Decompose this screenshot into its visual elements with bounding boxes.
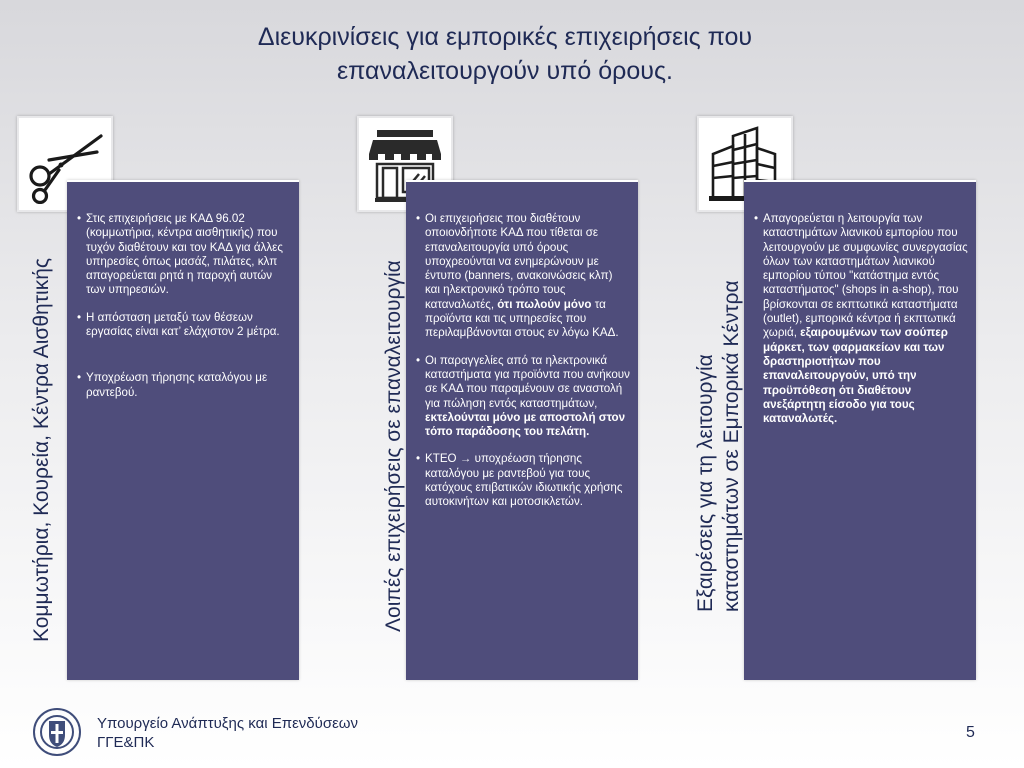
panel-hair-salons <box>67 180 299 680</box>
bullet-item: • Οι παραγγελίες από τα ηλεκτρονικά καταστήματα για προϊόντα που ανήκουν σε ΚΑΔ που παραμένουν σε αναστολή για πώληση εντός καταστημάτων, εκτελούνται μόνο με αποστολή στον τόπο παράδοσης του πελάτη. <box>416 354 630 440</box>
slide-title-line-1: Διευκρινίσεις για εμπορικές επιχειρήσεις που <box>257 23 753 51</box>
slide-title-line-2: επαναλειτουργούν υπό όρους. <box>337 57 673 85</box>
greek-coat-of-arms-icon <box>32 707 82 757</box>
ministry-name: Υπουργείο Ανάπτυξης και Επενδύσεων ΓΓΕ&ΠΚ <box>97 715 358 751</box>
bullet-item: • Οι επιχειρήσεις που διαθέτουν οποιονδήποτε ΚΑΔ που τίθεται σε επαναλειτουργία υπό όρους υποχρεούνται να ενημερώνουν με έντυπο (banners, ανακοινώσεις κλπ) και ηλεκτρονικό τρόπο τους καταναλωτές, ότι πωλούν μόνο τα προϊόντα και τις υπηρεσίες που περιλαμβάνονται στους εν λόγω ΚΑΔ. <box>416 212 630 341</box>
bullet-item: • Απαγορεύεται η λειτουργία των καταστημάτων λιανικού εμπορίου που λειτουργούν με συμφωνίες συνεργασίας όλων των καταστημάτων λιανικού εμπορίου τύπου "κατάστημα εντός καταστήματος" (shops in a-shop), που βρίσκονται σε εκπτωτικά καταστήματα (outlet), εμπορικά κέντρα ή εκπτωτικά χωριά, εξαιρουμένων των σούπερ μάρκετ, των φαρμακείων και των δραστηριοτήτων που επαναλειτουργούν, υπό την προϋπόθεση ότι διαθέτουν ανεξάρτητη είσοδο για τους καταναλωτές. <box>754 212 968 426</box>
page-number: 5 <box>966 724 975 741</box>
bullet-item: • ΚΤΕΟ → υποχρέωση τήρησης καταλόγου με ραντεβού για τους κατόχους επιβατικών ιδιωτικής χρήσης αυτοκινήτων και μοτοσικλετών. <box>416 452 630 509</box>
label-hair-salons: Κομμωτήρια, Κουρεία, Κέντρα Αισθητικής <box>30 258 53 642</box>
slide-title <box>180 20 830 88</box>
bullet-item: • Η απόσταση μεταξύ των θέσεων εργασίας είναι κατ’ ελάχιστον 2 μέτρα. <box>77 311 291 340</box>
panel-other-businesses <box>406 180 638 680</box>
label-shopping-centers: Εξαιρέσεις για τη λειτουργία καταστημάτων σε Εμπορικά Κέντρα <box>694 280 743 612</box>
label-other-businesses: Λοιπές επιχειρήσεις σε επαναλειτουργία <box>382 260 405 632</box>
panel-shopping-centers <box>744 180 976 680</box>
bullet-item: • Υποχρέωση τήρησης καταλόγου με ραντεβού. <box>77 371 291 400</box>
bullet-item: • Στις επιχειρήσεις με ΚΑΔ 96.02 (κομμωτήρια, κέντρα αισθητικής) που τυχόν διαθέτουν και τον ΚΑΔ για άλλες υπηρεσίες όπως μασάζ, πιλάτες, κλπ απαγορεύεται ρητά η παροχή αυτών των υπηρεσιών. <box>77 212 291 298</box>
